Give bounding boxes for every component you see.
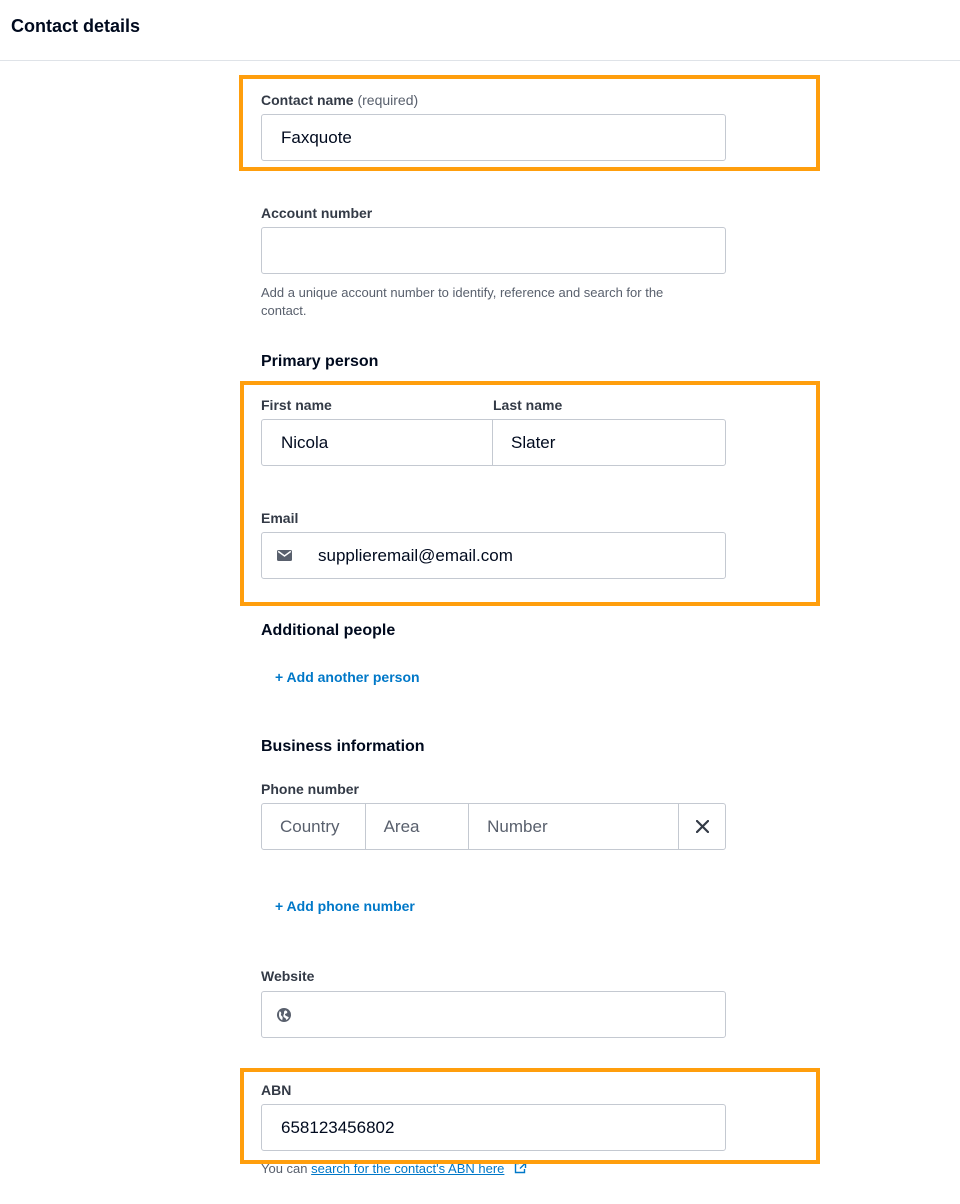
first-name-value: Nicola <box>281 432 329 452</box>
last-name-label: Last name <box>493 397 563 413</box>
phone-country-input[interactable]: Country <box>262 804 366 849</box>
globe-icon <box>276 1007 292 1023</box>
phone-number-group <box>261 803 726 850</box>
external-link-icon <box>514 1162 527 1177</box>
account-number-label: Account number <box>261 205 373 221</box>
abn-hint-prefix: You can <box>261 1161 308 1176</box>
add-phone-number-button[interactable]: + Add phone number <box>275 898 415 914</box>
abn-value: 658123456802 <box>281 1117 395 1137</box>
website-label: Website <box>261 968 315 984</box>
abn-search-link[interactable]: search for the contact's ABN here <box>311 1161 505 1176</box>
abn-label: ABN <box>261 1082 292 1098</box>
account-number-hint: Add a unique account number to identify, reference and search for the contact. <box>261 285 664 318</box>
page-title: Contact details <box>11 16 141 36</box>
contact-name-label-text: Contact name <box>261 92 354 108</box>
phone-number-label: Phone number <box>261 781 360 797</box>
abn-input[interactable] <box>261 1104 726 1151</box>
business-information-heading: Business information <box>261 738 425 755</box>
close-icon <box>696 820 709 833</box>
additional-people-heading: Additional people <box>261 622 396 639</box>
envelope-icon <box>277 550 292 561</box>
first-name-label: First name <box>261 397 332 413</box>
primary-person-heading: Primary person <box>261 353 379 370</box>
contact-name-label <box>261 92 418 108</box>
contact-name-value: Faxquote <box>281 127 352 147</box>
first-name-input[interactable] <box>261 419 493 466</box>
abn-hint <box>261 1161 527 1177</box>
account-number-input[interactable] <box>261 227 726 274</box>
contact-name-input[interactable] <box>261 114 726 161</box>
add-another-person-button[interactable]: + Add another person <box>275 669 420 685</box>
email-input[interactable] <box>261 532 726 579</box>
phone-number-input[interactable]: Number <box>469 804 679 849</box>
clear-phone-button[interactable] <box>679 804 725 849</box>
email-label: Email <box>261 510 299 526</box>
required-marker: (required) <box>357 92 419 108</box>
last-name-input[interactable] <box>492 419 726 466</box>
phone-area-input[interactable]: Area <box>366 804 470 849</box>
page-header <box>0 0 960 61</box>
website-input[interactable] <box>261 991 726 1038</box>
last-name-value: Slater <box>511 432 556 452</box>
email-value: supplieremail@email.com <box>318 545 513 565</box>
